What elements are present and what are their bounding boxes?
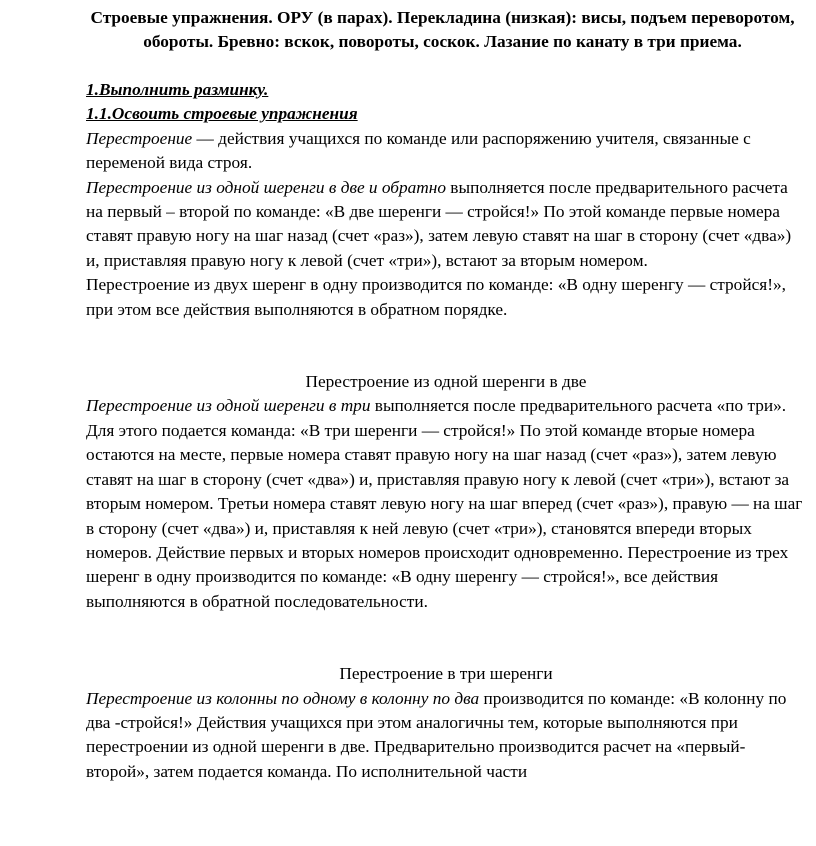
document-title: Строевые упражнения. ОРУ (в парах). Перекладина (низкая): висы, подъем переворотом, обороты. Бревно: вскок, повороты, соскок. Лазание по канату в три приема.	[90, 8, 795, 52]
one-to-two-text: выполняется после предварительного расчета на первый – второй по команде: «В две шеренги — стройся!» По этой команде первые номера ставят правую ногу на шаг назад (счет «раз»), затем левую ставят на шаг в сторону (счет «два») и, приставляя правую ногу к левой (счет «три»), встают за вторым номером.	[86, 177, 792, 270]
column-text: производится по команде: «В колонну по два -стройся!» Действия учащихся при этом аналогичны тем, которые выполняются при перестроении из одной шеренги в две. Предварительно производится расчет на «первый-второй», затем подается команда. По исполнительной части	[86, 688, 787, 781]
one-to-three-text: выполняется после предварительного расчета «по три». Для этого подается команда: «В три шеренги — стройся!» По этой команде вторые номера остаются на месте, первые номера ставят правую ногу на шаг назад (счет «раз»), затем левую ставят на шаг в сторону (счет «два») и, приставляя правую ногу к левой (счет «три»), встают за вторым номером. Третьи номера ставят левую ногу на шаг вперед (счет «раз»), правую — на шаг в сторону (счет «два») и, приставляя к ней левую (счет «три»), становятся впереди вторых номеров. Действие первых и вторых номеров происходит одновременно. Перестроение из трех шеренг в одну производится по команде: «В одну шеренгу — стройся!», все действия выполняются в обратной последовательности.	[86, 396, 803, 611]
figure-placeholder	[86, 322, 806, 370]
figure-caption-one-to-two: Перестроение из одной шеренги в две	[305, 372, 587, 392]
paragraph-column	[86, 687, 806, 785]
document-body	[86, 78, 806, 784]
definition-text: — действия учащихся по команде или распоряжению учителя, связанные с переменой вида строя.	[86, 128, 751, 173]
paragraph-one-to-three	[86, 394, 806, 614]
heading-drill: 1.1.Освоить строевые упражнения	[86, 104, 358, 124]
figure-placeholder	[86, 614, 806, 662]
term-one-to-two: Перестроение из одной шеренги в две и обратно	[86, 177, 446, 197]
paragraph-one-to-two	[86, 176, 806, 274]
term-one-to-three: Перестроение из одной шеренги в три	[86, 396, 371, 416]
term-column: Перестроение из колонны по одному в колонну по два	[86, 688, 480, 708]
heading-warmup: 1.Выполнить разминку.	[86, 80, 269, 99]
term-rebuild: Перестроение	[86, 128, 193, 148]
figure-caption-three-ranks: Перестроение в три шеренги	[339, 664, 553, 684]
paragraph-two-to-one: Перестроение из двух шеренг в одну производится по команде: «В одну шеренгу — стройся!», при этом все действия выполняются в обратном порядке.	[86, 275, 786, 319]
paragraph-definition	[86, 127, 806, 176]
